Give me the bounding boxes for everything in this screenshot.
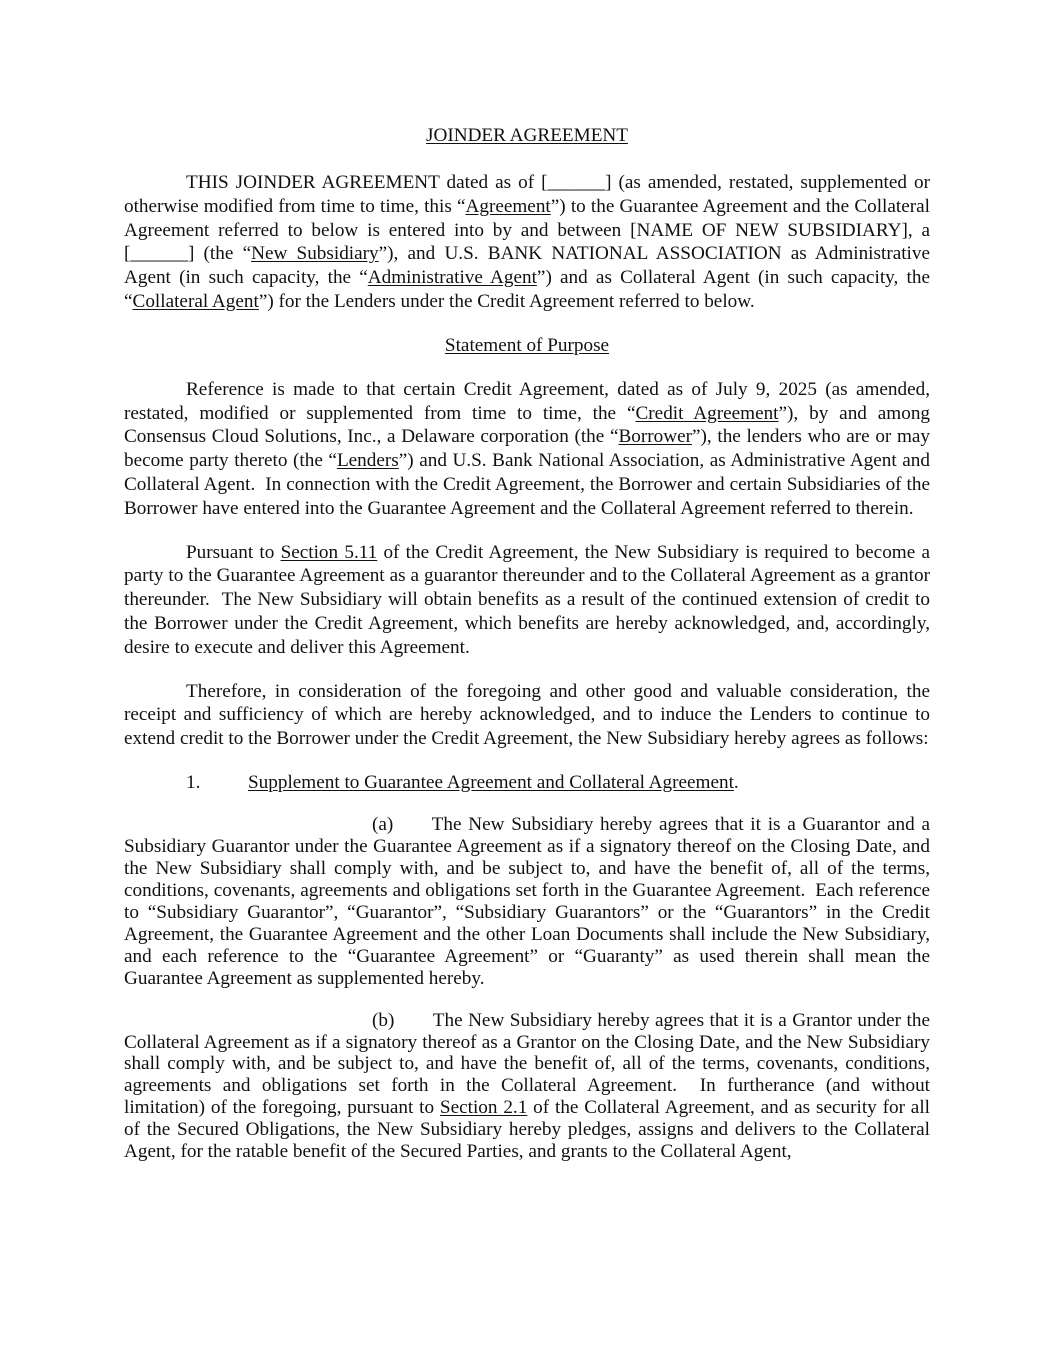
purpose-heading: Statement of Purpose <box>444 334 610 356</box>
clause-label: (b) <box>372 1009 395 1031</box>
section-title: Supplement to Guarantee Agreement and Collateral Agreement <box>248 771 734 793</box>
section-reference: Section 5.11 <box>280 541 378 563</box>
section-1-heading: 1. Supplement to Guarantee Agreement and Collateral Agreement. <box>186 771 739 793</box>
defined-term-borrower: Borrower <box>618 426 693 448</box>
intro-paragraph: THIS JOINDER AGREEMENT dated as of [______] (as amended, restated, supplemented or otherwise modified from time to time, this “Agreement”) to the Guarantee Agreement and the Collateral Agreement referred to below is entered into by and between [NAME OF NEW SUBSIDIARY], a [______] (the “New Subsidiary”), and U.S. BANK NATIONAL ASSOCIATION as Administrative Agent (in such capacity, the “Administrative Agent”) and as Collateral Agent (in such capacity, the “Collateral Agent”) for the Lenders under the Credit Agreement referred to below. <box>124 172 930 312</box>
defined-term-credit-agreement: Credit Agreement <box>635 402 779 424</box>
clause-b: (b) The New Subsidiary hereby agrees that it is a Grantor under the Collateral Agreement as if a signatory thereof as a Grantor on the Closing Date, and the New Subsidiary shall comply with, and be subject to, and have the benefit of, all of the terms, covenants, conditions, agreements and obligations set forth in the Collateral Agreement. In furtherance (and without limitation) of the foregoing, pursuant to Section 2.1 of the Collateral Agreement, and as security for all of the Secured Obligations, the New Subsidiary hereby pledges, assigns and delivers to the Collateral Agent, for the ratable benefit of the Secured Parties, and grants to the Collateral Agent, <box>124 1009 930 1163</box>
clause-a: (a) The New Subsidiary hereby agrees that it is a Guarantor and a Subsidiary Guarantor under the Guarantee Agreement as if a signatory thereof on the Closing Date, and the New Subsidiary shall comply with, and be subject to, and have the benefit of, all of the terms, conditions, covenants, agreements and obligations set forth in the Guarantee Agreement. Each reference to “Subsidiary Guarantor”, “Guarantor”, “Subsidiary Guarantors” or the “Guarantors” in the Credit Agreement, the Guarantee Agreement and the other Loan Documents shall include the New Subsidiary, and each reference to the “Guarantee Agreement” or “Guaranty” as used therein shall mean the Guarantee Agreement as supplemented hereby. <box>124 813 930 989</box>
purpose-paragraph-2: Pursuant to Section 5.11 of the Credit Agreement, the New Subsidiary is required to become a party to the Guarantee Agreement as a guarantor thereunder and to the Collateral Agreement as a grantor thereunder. The New Subsidiary will obtain benefits as a result of the continued extension of credit to the Borrower under the Credit Agreement, which benefits are hereby acknowledged, and, accordingly, desire to execute and deliver this Agreement. <box>124 541 930 658</box>
document-title: JOINDER AGREEMENT <box>426 125 628 146</box>
defined-term-lenders: Lenders <box>336 450 399 472</box>
defined-term-administrative-agent: Administrative Agent <box>367 267 537 289</box>
section-reference: Section 2.1 <box>439 1097 528 1119</box>
defined-term-collateral-agent: Collateral Agent <box>132 290 259 312</box>
clause-label: (a) <box>372 813 394 835</box>
purpose-paragraph-1: Reference is made to that certain Credit Agreement, dated as of July 9, 2025 (as amended, restated, modified or supplemented from time to time, the “Credit Agreement”), by and among Consensus Cloud Solutions, Inc., a Delaware corporation (the “Borrower”), the lenders who are or may become party thereto (the “Lenders”) and U.S. Bank National Association, as Administrative Agent and Collateral Agent. In connection with the Credit Agreement, the Borrower and certain Subsidiaries of the Borrower have entered into the Guarantee Agreement and the Collateral Agreement referred to therein. <box>124 378 931 519</box>
defined-term-agreement: Agreement <box>465 195 551 217</box>
defined-term-new-subsidiary: New Subsidiary <box>251 243 379 265</box>
purpose-paragraph-3: Therefore, in consideration of the foregoing and other good and valuable consideration, the receipt and sufficiency of which are hereby acknowledged, and to induce the Lenders to continue to extend credit to the Borrower under the Credit Agreement, the New Subsidiary hereby agrees as follows: <box>124 680 930 750</box>
document-page <box>124 124 930 1183</box>
section-number: 1. <box>186 771 201 793</box>
